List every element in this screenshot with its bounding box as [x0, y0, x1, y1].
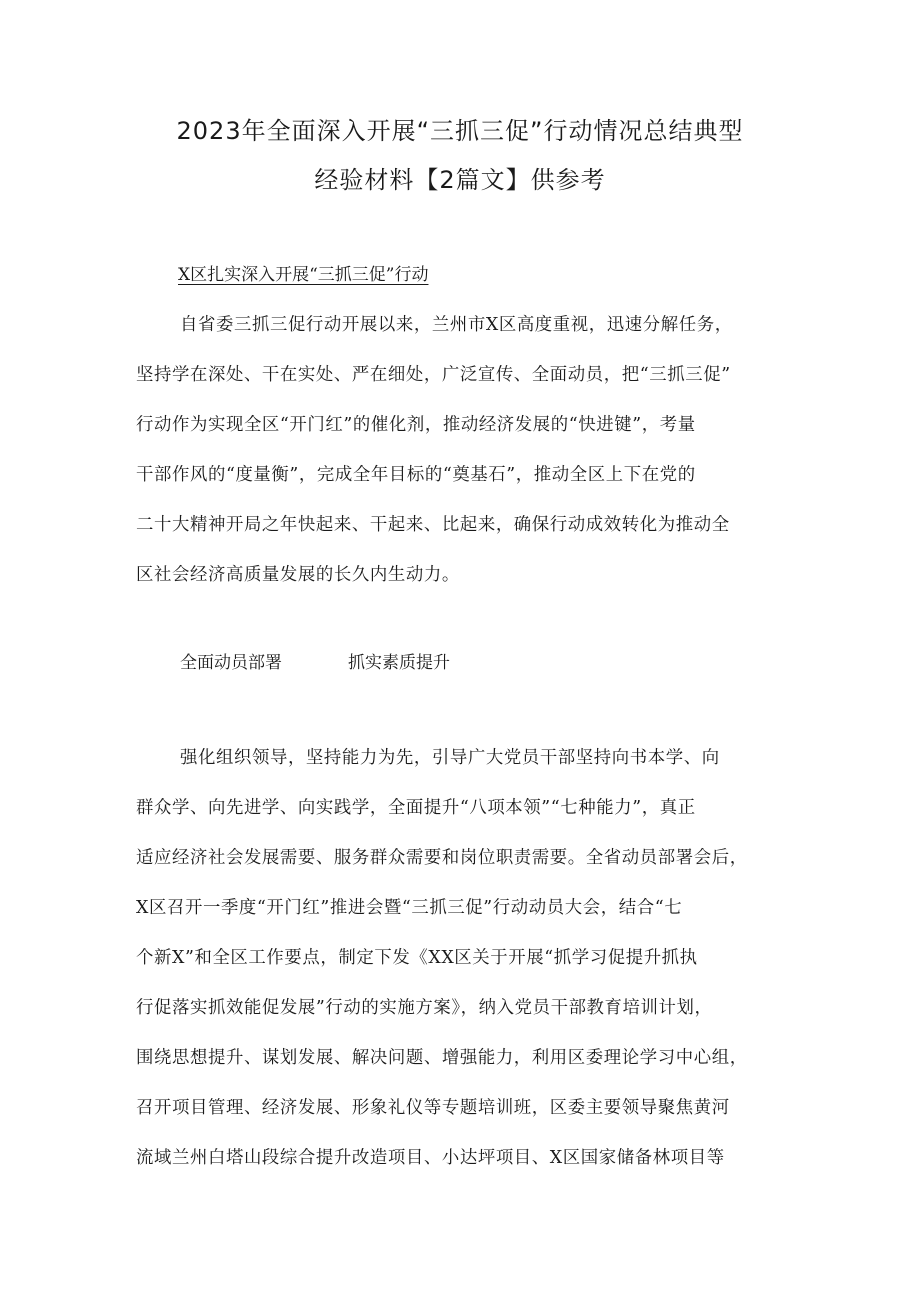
- paragraph-2-line: 适应经济社会发展需要、服务群众需要和岗位职责需要。全省动员部署会后，: [136, 848, 748, 868]
- paragraph-1-line: 自省委三抓三促行动开展以来，兰州市X区高度重视，迅速分解任务，: [180, 315, 733, 335]
- paragraph-1-line: 坚持学在深处、干在实处、严在细处，广泛宣传、全面动员，把“三抓三促”: [136, 365, 731, 385]
- document-title-line-2: 经验材料【2篇文】供参考: [314, 166, 606, 194]
- paragraph-2-line: 流域兰州白塔山段综合提升改造项目、小达坪项目、X区国家储备林项目等: [136, 1148, 725, 1168]
- paragraph-2-line: 行促落实抓效能促发展”行动的实施方案》，纳入党员干部教育培训计划，: [136, 998, 713, 1018]
- document-title-line-1: 2023年全面深入开展“三抓三促”行动情况总结典型: [176, 117, 744, 145]
- subheading-mobilization: 全面动员部署: [180, 653, 282, 673]
- paragraph-2-line: 个新X”和全区工作要点，制定下发《XX区关于开展“抓学习促提升抓执: [136, 948, 698, 968]
- section-title: X区扎实深入开展“三抓三促”行动: [178, 265, 429, 285]
- paragraph-1-line: 行动作为实现全区“开门红”的催化剂，推动经济发展的“快进键”，考量: [136, 415, 696, 435]
- paragraph-2-line: 强化组织领导，坚持能力为先，引导广大党员干部坚持向书本学、向: [180, 748, 720, 768]
- paragraph-1-line: 干部作风的“度量衡”，完成全年目标的“奠基石”，推动全区上下在党的: [136, 465, 696, 485]
- paragraph-2-line: 群众学、向先进学、向实践学，全面提升“八项本领”“七种能力”，真正: [136, 798, 696, 818]
- subheading-quality-improvement: 抓实素质提升: [348, 653, 450, 673]
- paragraph-2-line: 召开项目管理、经济发展、形象礼仪等专题培训班，区委主要领导聚焦黄河: [136, 1098, 730, 1118]
- paragraph-1-line: 区社会经济高质量发展的长久内生动力。: [136, 565, 460, 585]
- paragraph-1-line: 二十大精神开局之年快起来、干起来、比起来，确保行动成效转化为推动全: [136, 515, 730, 535]
- paragraph-2-line: X区召开一季度“开门红”推进会暨“三抓三促”行动动员大会，结合“七: [136, 898, 683, 918]
- paragraph-2-line: 围绕思想提升、谋划发展、解决问题、增强能力，利用区委理论学习中心组，: [136, 1048, 748, 1068]
